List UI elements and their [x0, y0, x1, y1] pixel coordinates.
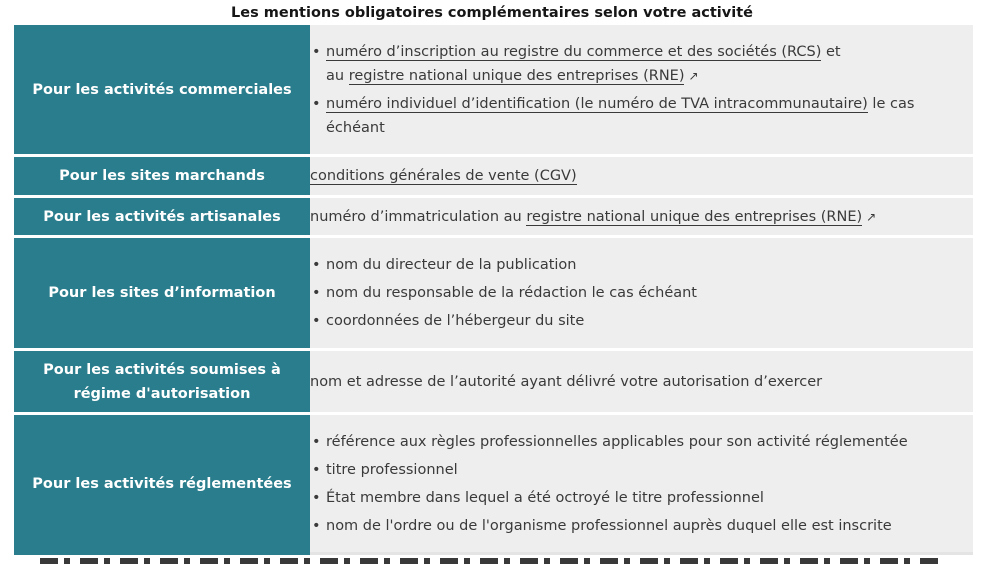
- row-header-artisanales: Pour les activités artisanales: [14, 198, 310, 238]
- table-row: [14, 157, 973, 198]
- row-body-reglementees: [310, 415, 973, 555]
- list-item: [310, 92, 973, 140]
- list-item: • titre professionnel: [310, 458, 973, 482]
- external-link-icon: ↗︎: [866, 209, 877, 224]
- bullet-list: [310, 253, 973, 333]
- list-item: • État membre dans lequel a été octroyé le titre professionnel: [310, 486, 973, 510]
- row-body-artisanales: [310, 198, 973, 238]
- list-item: • nom du directeur de la publication: [310, 253, 973, 277]
- rne-link[interactable]: registre national unique des entreprises (RNE): [348, 67, 685, 84]
- row-header-commercial: Pour les activités commerciales: [14, 25, 310, 157]
- row-header-information: Pour les sites d’information: [14, 238, 310, 351]
- list-item-text: et: [821, 43, 841, 60]
- rne-link-artisanales[interactable]: registre national unique des entreprises (RNE): [526, 208, 863, 225]
- row-header-reglementees: Pour les activités réglementées: [14, 415, 310, 555]
- list-item: • coordonnées de l’hébergeur du site: [310, 309, 973, 333]
- row-header-marchands: Pour les sites marchands: [14, 157, 310, 198]
- cut-off-heading: [0, 556, 984, 564]
- table-row: [14, 238, 973, 351]
- rcs-link[interactable]: numéro d’inscription au registre du commerce et des sociétés (RCS): [326, 43, 822, 60]
- list-item-text: au: [326, 67, 349, 84]
- row-header-autorisation: [14, 351, 310, 415]
- bullet-list: [310, 40, 973, 140]
- row-body-commercial: [310, 25, 973, 157]
- mentions-table: [14, 25, 973, 555]
- row-text: numéro d’immatriculation au: [310, 208, 527, 225]
- table-row: [14, 25, 973, 157]
- list-item: • nom de l'ordre ou de l'organisme professionnel auprès duquel elle est inscrite: [310, 514, 973, 538]
- table-caption: Les mentions obligatoires complémentaires selon votre activité: [231, 5, 753, 21]
- cgv-link[interactable]: conditions générales de vente (CGV): [310, 168, 577, 184]
- row-body-marchands: [310, 157, 973, 198]
- header-line: régime d'autorisation: [73, 385, 251, 402]
- list-item-text: le cas échéant: [326, 95, 915, 136]
- tva-link[interactable]: numéro individuel d’identification (le numéro de TVA intracommunautaire): [326, 95, 868, 112]
- row-body-autorisation: nom et adresse de l’autorité ayant délivré votre autorisation d’exercer: [310, 351, 973, 415]
- table-row: [14, 198, 973, 238]
- row-body-information: [310, 238, 973, 351]
- cut-off-text-fragment: [40, 558, 940, 564]
- list-item: • référence aux règles professionnelles applicables pour son activité réglementée: [310, 430, 973, 454]
- header-line: Pour les activités soumises à: [43, 361, 281, 378]
- bullet-list: [310, 430, 973, 538]
- table-row: [14, 351, 973, 415]
- list-item: [310, 40, 973, 88]
- table-row: [14, 415, 973, 555]
- list-item: • nom du responsable de la rédaction le cas échéant: [310, 281, 973, 305]
- external-link-icon: ↗︎: [688, 68, 699, 83]
